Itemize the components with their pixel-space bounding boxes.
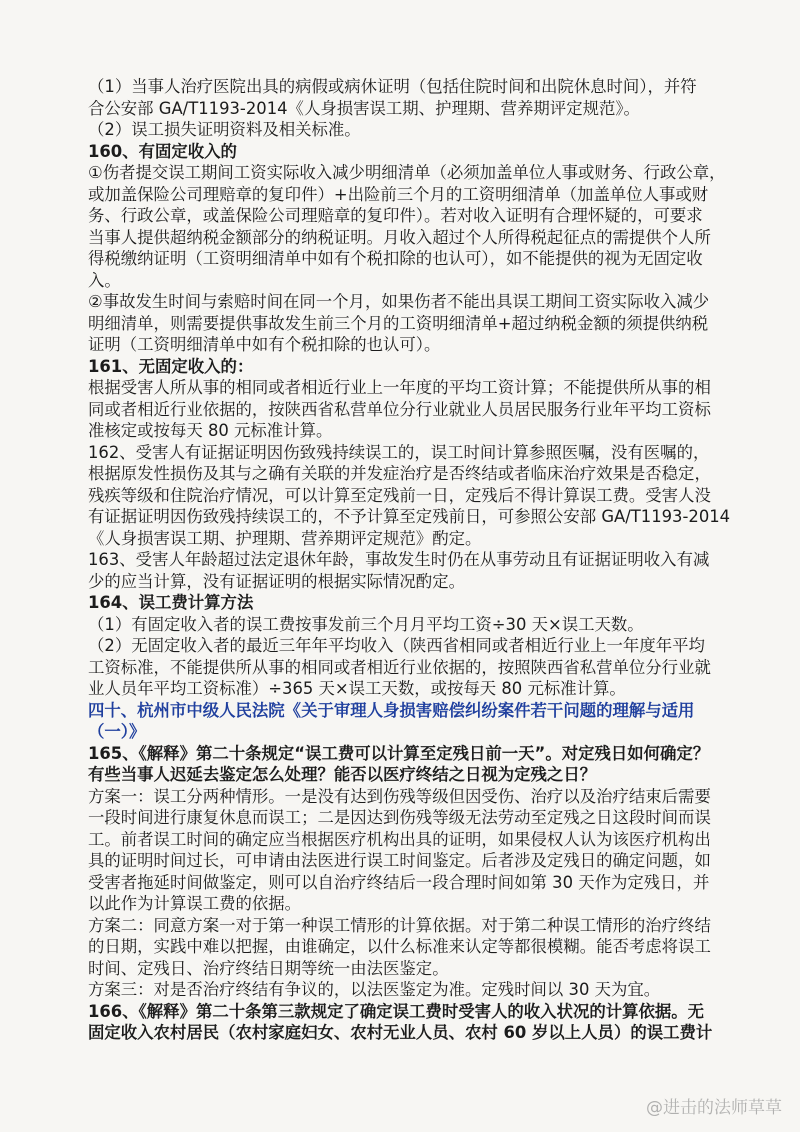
text-line: 具的证明时间过长，可申请由法医进行误工时间鉴定。后者涉及定残日的确定问题，如 [88,851,711,870]
text-line: 时间、定残日、治疗终结日期等统一由法医鉴定。 [88,958,449,978]
text-line: 残疾等级和住院治疗情况，可以计算至定残前一日，定残后不得计算误工费。受害人没 [88,485,711,505]
text-line: 《人身损害误工期、护理期、营养期评定规范》酌定。 [88,528,482,548]
text-line: 有证据证明因伤致残持续误工的，不予计算至定残前日，可参照公安部 GA/T1193-2014 [88,507,731,526]
text-line: 根据原发性损伤及其与之确有关联的并发症治疗是否终结或者临床治疗效果是否稳定， [88,464,711,483]
text-line: 一段时间进行康复休息而误工；二是因达到伤残等级无法劳动至定残之日这段时间而误 [88,808,711,827]
text-line: （2）无固定收入者的最近三年年平均收入（陕西省相同或者相近行业上一年度年平均 [88,636,705,655]
text-line: 证明（工资明细清单中如有个税扣除的也认可）。 [88,335,441,354]
watermark: @进击的法师草草 [646,1098,782,1118]
text-line: 162、受害人有证据证明因伤致残持续误工的，误工时间计算参照医嘱，没有医嘱的， [88,442,710,462]
text-line: 有些当事人迟延去鉴定怎么处理？能否以医疗终结之日视为定残之日？ [88,765,597,784]
text-line: ①伤者提交误工期间工资实际收入减少明细清单（必须加盖单位人事或财务、行政公章， [88,163,726,182]
text-line: 四十、杭州市中级人民法院《关于审理人身损害赔偿纠纷案件若干问题的理解与适用 [88,700,695,720]
text-line: 少的应当计算，没有证据证明的根据实际情况酌定。 [88,571,465,591]
text-line: 160、有固定收入的 [88,141,237,161]
text-line: 以此作为计算误工费的依据。 [88,894,302,913]
text-line: 当事人提供超纳税金额部分的纳税证明。月收入超过个人所得税起征点的需提供个人所 [88,227,711,247]
text-line: 方案二：同意方案一对于第一种误工情形的计算依据。对于第二种误工情形的治疗终结 [88,915,711,935]
text-line: 固定收入农村居民（农村家庭妇女、农村无业人员、农村 60 岁以上人员）的误工费计 [88,1023,713,1042]
text-line: 163、受害人年龄超过法定退休年龄，事故发生时仍在从事劳动且有证据证明收入有减 [88,550,710,569]
text-line: （2）误工损失证明资料及相关标准。 [88,120,361,139]
text-line: 的日期，实践中难以把握，由谁确定，以什么标准来认定等都很模糊。能否考虑将误工 [88,937,711,956]
text-line: 164、误工费计算方法 [88,593,254,612]
text-line: 方案一：误工分两种情形。一是没有达到伤残等级但因受伤、治疗以及治疗结束后需要 [88,786,711,806]
text-line: 165、《解释》第二十条规定“误工费可以计算至定残日前一天”。对定残日如何确定？ [88,743,710,763]
text-line: （1）有固定收入者的误工费按事发前三个月月平均工资÷30 天×误工天数。 [88,614,644,634]
text-line: 业人员年平均工资标准）÷365 天×误工天数，或按每天 80 元标准计算。 [88,679,626,698]
text-line: 务、行政公章，或盖保险公司理赔章的复印件）。若对收入证明有合理怀疑的，可要求 [88,206,703,225]
text-line: 166、《解释》第二十条第三款规定了确定误工费时受害人的收入状况的计算依据。无 [88,1001,705,1021]
text-line: 或加盖保险公司理赔章的复印件）+出险前三个月的工资明细清单（加盖单位人事或财 [88,184,709,204]
text-line: 明细清单，则需要提供事故发生前三个月的工资明细清单+超过纳税金额的须提供纳税 [88,313,709,333]
text-line: 工资标准，不能提供所从事的相同或者相近行业依据的，按照陕西省私营单位分行业就 [88,657,711,677]
text-line: 根据受害人所从事的相同或者相近行业上一年度的平均工资计算；不能提供所从事的相 [88,378,711,397]
text-line: 合公安部 GA/T1193-2014《人身损害误工期、护理期、营养期评定规范》。 [88,98,640,118]
text-line: 受害者拖延时间做鉴定，则可以自治疗终结后一段合理时间如第 30 天作为定残日，并 [88,872,710,892]
text-line: 161、无固定收入的： [88,356,254,376]
text-line: 方案三：对是否治疗终结有争议的，以法医鉴定为准。定残时间以 30 天为宜。 [88,980,661,999]
text-line: 得税缴纳证明（工资明细清单中如有个税扣除的也认可），如不能提供的视为无固定收 [88,249,703,268]
text-line: 入。 [88,270,121,290]
text-line: 工。前者误工时间的确定应当根据医疗机构出具的证明，如果侵权人认为该医疗机构出 [88,829,711,849]
text-line: 准核定或按每天 80 元标准计算。 [88,421,333,440]
text-line: （一）》 [88,722,146,741]
text-line: 同或者相近行业依据的，按陕西省私营单位分行业就业人员居民服务行业年平均工资标 [88,399,711,419]
text-line: （1）当事人治疗医院出具的病假或病休证明（包括住院时间和出院休息时间），并符 [88,77,697,96]
text-line: ②事故发生时间与索赔时间在同一个月，如果伤者不能出具误工期间工资实际收入减少 [88,292,710,311]
